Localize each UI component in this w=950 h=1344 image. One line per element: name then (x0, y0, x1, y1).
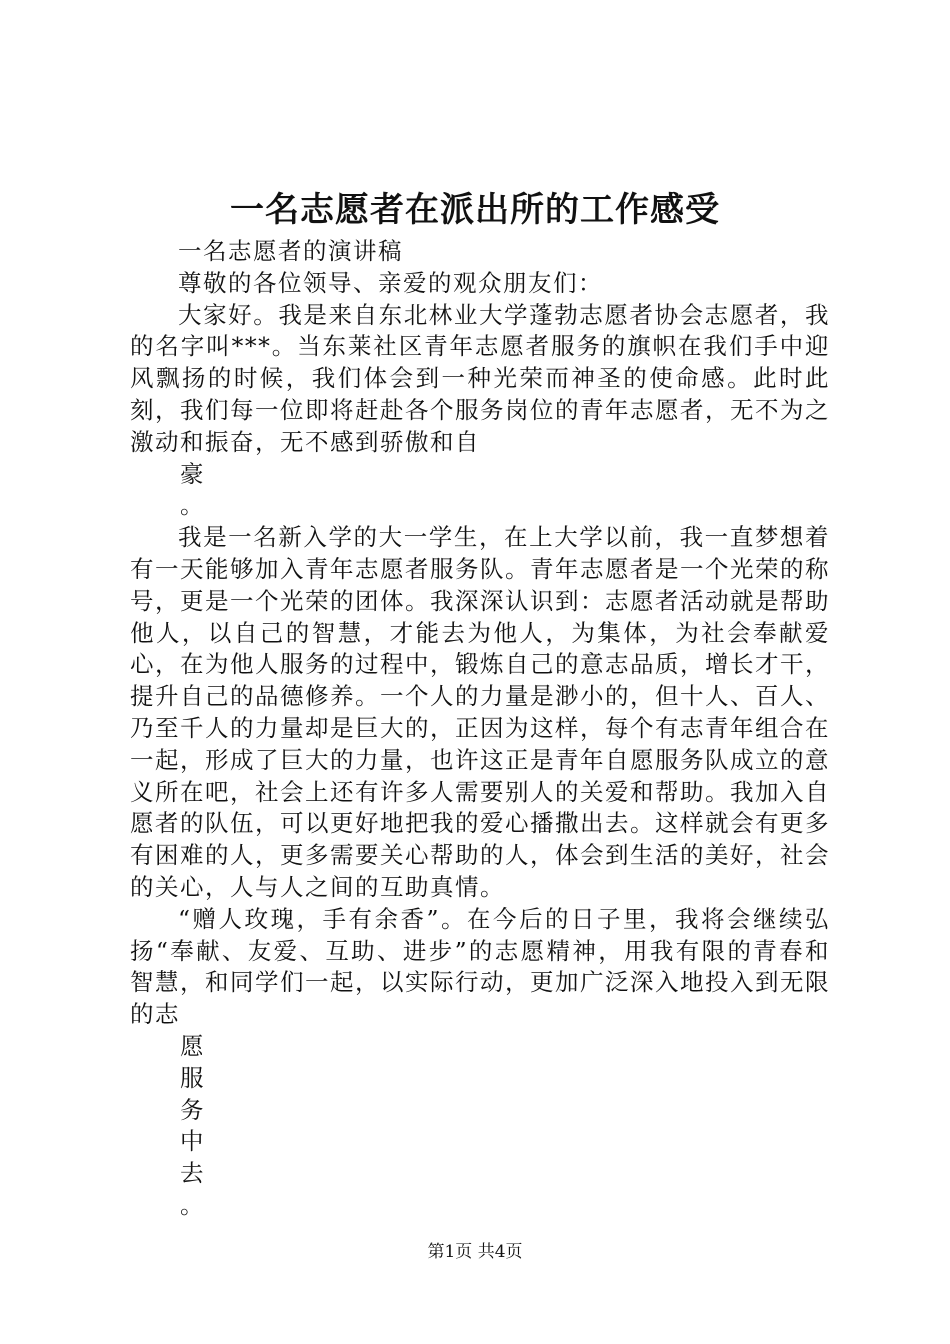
paragraph-intro: 大家好。我是来自东北林业大学蓬勃志愿者协会志愿者，我的名字叫***。当东莱社区青年志愿者服务的旗帜在我们手中迎风飘扬的时候，我们体会到一种光荣而神圣的使命感。此时此刻，我们每一位即将赶赴各个服务岗位的青年志愿者，无不为之激动和振奋，无不感到骄傲和自 (130, 300, 830, 456)
wrapped-char: 服 (180, 1063, 205, 1092)
wrapped-char: 中 (180, 1127, 205, 1156)
paragraph-closing: “赠人玫瑰，手有余香”。在今后的日子里，我将会继续弘扬“奉献、友爱、互助、进步”的志愿精神，用我有限的青春和智慧，和同学们一起，以实际行动，更加广泛深入地投入到无限的志 (130, 904, 830, 1029)
wrapped-char: 。 (180, 1190, 205, 1219)
document-body (130, 236, 830, 1222)
paragraph-main: 我是一名新入学的大一学生，在上大学以前，我一直梦想着有一天能够加入青年志愿者服务队。青年志愿者是一个光荣的称号，更是一个光荣的团体。我深深认识到：志愿者活动就是帮助他人，以自己的智慧，才能去为他人，为集体，为社会奉献爱心，在为他人服务的过程中，锻炼自己的意志品质，增长才干，提升自己的品德修养。一个人的力量是渺小的，但十人、百人、乃至千人的力量却是巨大的，正因为这样，每个有志青年组合在一起，形成了巨大的力量，也许这正是青年自愿服务队成立的意义所在吧，社会上还有许多人需要别人的关爱和帮助。我加入自愿者的队伍，可以更好地把我的爱心播撒出去。这样就会有更多有困难的人，更多需要关心帮助的人，体会到生活的美好，社会的关心，人与人之间的互助真情。 (130, 523, 830, 901)
wrapped-char: 务 (180, 1095, 205, 1124)
wrapped-char: 去 (180, 1159, 205, 1188)
subtitle-line: 一名志愿者的演讲稿 (178, 237, 403, 265)
wrapped-char: 。 (180, 491, 205, 520)
wrapped-char: 豪 (180, 459, 205, 488)
wrapped-char: 愿 (180, 1031, 205, 1060)
salutation-line: 尊敬的各位领导、亲爱的观众朋友们： (178, 268, 603, 297)
page-footer: 第1页 共4页 (427, 1242, 523, 1262)
document-title: 一名志愿者在派出所的工作感受 (230, 190, 720, 230)
